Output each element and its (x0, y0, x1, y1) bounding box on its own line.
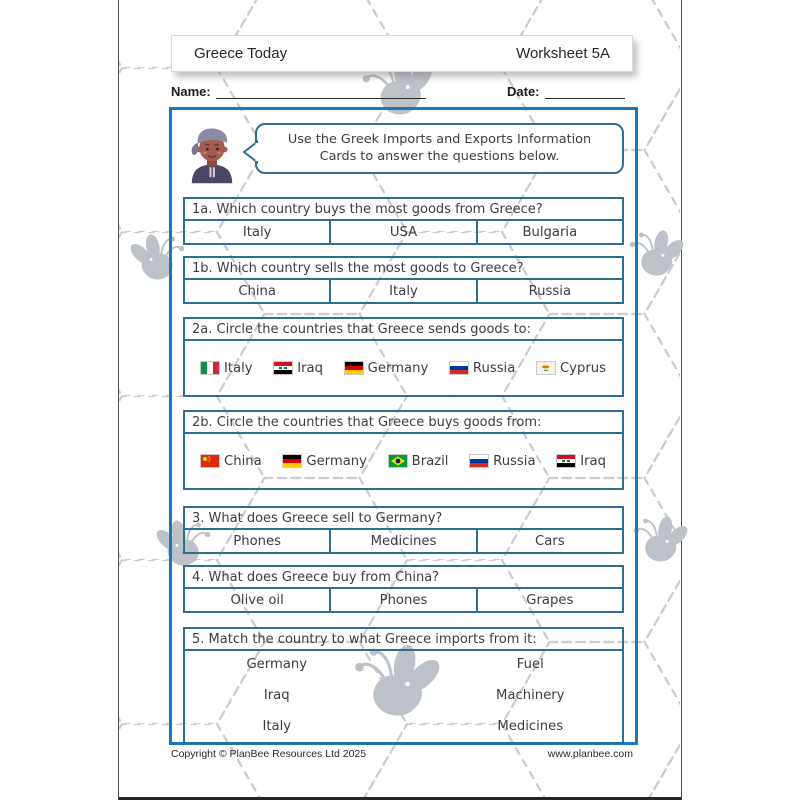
worksheet-page (118, 0, 682, 800)
flag-option-brazil[interactable] (389, 454, 449, 469)
flag-label: Iraq (580, 453, 606, 469)
question-2a (183, 317, 624, 397)
name-date-row (171, 84, 633, 102)
match-item[interactable]: Medicines (497, 719, 564, 734)
worksheet-main-box (169, 107, 638, 745)
date-field (507, 84, 625, 99)
match-item[interactable]: Fuel (516, 657, 544, 672)
question-1a-options (185, 221, 622, 243)
copyright-text: Copyright © PlanBee Resources Ltd 2025 (171, 748, 367, 760)
name-label: Name: (171, 84, 211, 99)
russia-flag-icon (450, 362, 468, 374)
flag-option-iraq[interactable] (274, 361, 323, 376)
name-field (171, 84, 426, 99)
italy-flag-icon (201, 362, 219, 374)
flag-label: Italy (224, 360, 253, 376)
cyprus-flag-icon (537, 362, 555, 374)
iraq-flag-icon (274, 362, 292, 374)
question-1a (183, 197, 624, 245)
question-1a-prompt: 1a. Which country buys the most goods from Greece? (185, 199, 622, 221)
flag-option-italy[interactable] (201, 361, 253, 376)
flag-label: China (224, 453, 262, 469)
question-2b (183, 410, 624, 490)
question-5-prompt: 5. Match the country to what Greece imports from it: (185, 629, 622, 651)
match-item[interactable]: Italy (262, 719, 292, 734)
question-3-prompt: 3. What does Greece sell to Germany? (185, 508, 622, 530)
flag-option-russia[interactable] (470, 454, 535, 469)
question-2b-prompt: 2b. Circle the countries that Greece buys goods from: (185, 412, 622, 434)
flag-option-cyprus[interactable] (537, 361, 606, 376)
worksheet-number: Worksheet 5A (516, 45, 610, 62)
flag-option-russia[interactable] (450, 361, 515, 376)
answer-option[interactable]: Medicines (329, 530, 475, 552)
germany-flag-icon (345, 362, 363, 374)
answer-option[interactable]: Phones (233, 534, 282, 549)
russia-flag-icon (470, 455, 488, 467)
answer-option[interactable]: USA (329, 221, 475, 243)
instruction-row (183, 120, 624, 184)
answer-option[interactable]: Russia (476, 280, 622, 302)
flag-label: Germany (306, 453, 367, 469)
answer-option[interactable]: Phones (329, 589, 475, 611)
germany-flag-icon (283, 455, 301, 467)
question-5-match-area (185, 651, 622, 742)
question-2a-flags (185, 341, 622, 395)
speech-bubble-tail (242, 139, 258, 165)
date-label: Date: (507, 84, 540, 99)
flag-label: Cyprus (559, 360, 606, 376)
question-3 (183, 506, 624, 554)
flag-option-china[interactable] (201, 454, 262, 469)
question-2a-prompt: 2a. Circle the countries that Greece sends goods to: (185, 319, 622, 341)
question-4-prompt: 4. What does Greece buy from China? (185, 567, 622, 589)
flag-label: Russia (493, 453, 536, 469)
bee-watermark-icon (631, 512, 691, 572)
question-1b-options (185, 280, 622, 302)
question-4 (183, 565, 624, 613)
answer-option[interactable]: Olive oil (230, 593, 284, 608)
website-link[interactable]: www.planbee.com (547, 748, 633, 760)
flag-option-iraq[interactable] (557, 454, 606, 469)
answer-option[interactable]: Grapes (476, 589, 622, 611)
match-item[interactable]: Machinery (496, 688, 565, 703)
footer (171, 748, 633, 760)
iraq-flag-icon (557, 455, 575, 467)
boy-avatar-icon (185, 120, 239, 184)
speech-bubble (255, 123, 624, 174)
answer-option[interactable]: Cars (476, 530, 622, 552)
flag-label: Brazil (411, 453, 449, 469)
match-item[interactable]: Germany (246, 657, 308, 672)
match-item[interactable]: Iraq (263, 688, 290, 703)
question-5 (183, 627, 624, 744)
title-bar (171, 35, 633, 72)
answer-option[interactable]: China (238, 284, 276, 299)
date-input-line[interactable] (545, 85, 625, 99)
question-4-options (185, 589, 622, 611)
flag-label: Russia (472, 360, 516, 376)
brazil-flag-icon (389, 455, 407, 467)
question-1b-prompt: 1b. Which country sells the most goods to Greece? (185, 258, 622, 280)
answer-option[interactable]: Italy (329, 280, 475, 302)
flag-option-germany[interactable] (345, 361, 429, 376)
answer-option[interactable]: Italy (242, 225, 272, 240)
flag-label: Germany (367, 360, 429, 376)
flag-option-germany[interactable] (283, 454, 367, 469)
question-2b-flags (185, 434, 622, 488)
flag-label: Iraq (297, 360, 324, 376)
match-country-column (185, 657, 369, 734)
question-1b (183, 256, 624, 304)
match-import-column (438, 657, 622, 734)
china-flag-icon (201, 455, 219, 467)
instruction-text: Use the Greek Imports and Exports Information Cards to answer the questions below. (287, 132, 592, 165)
page-title: Greece Today (194, 45, 288, 62)
answer-option[interactable]: Bulgaria (476, 221, 622, 243)
question-3-options (185, 530, 622, 552)
name-input-line[interactable] (216, 85, 426, 99)
page-bottom-edge (119, 797, 681, 800)
